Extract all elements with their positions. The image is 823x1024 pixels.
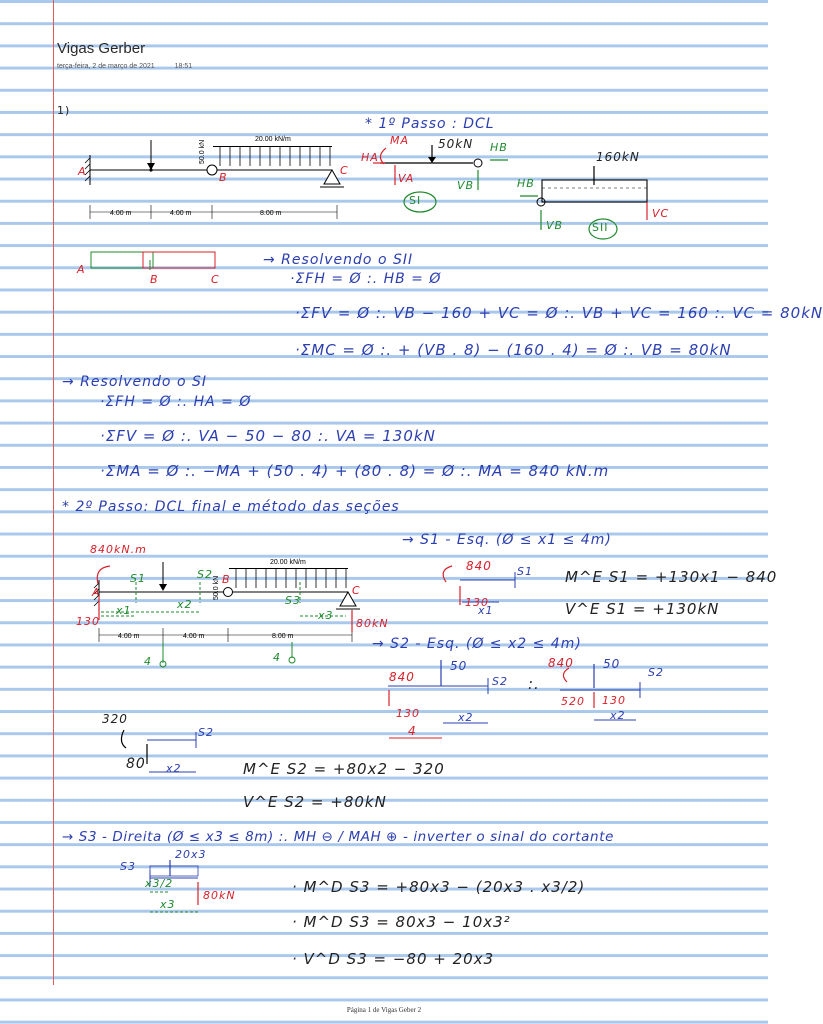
page-time: 18:51: [174, 63, 193, 70]
section2-alt-moment: 840: [548, 656, 574, 670]
section3-label: S3: [120, 860, 136, 873]
section2-alt-reaction: 130: [602, 694, 626, 707]
section1-reaction: 130: [465, 596, 489, 609]
section1-moment: 840: [466, 559, 492, 573]
solve-s2-eq2: ·ΣFV = Ø :. VB − 160 + VC = Ø :. VB + VC = 160 :. VC = 80kN: [295, 304, 823, 322]
solve-s2-heading: → Resolvendo o SII: [263, 252, 414, 268]
section3-reaction: 80kN: [203, 889, 236, 902]
dim3-label-1: 8.00 m: [260, 210, 282, 217]
diagram3-support-b: 4: [144, 655, 152, 668]
solve-s2-eq1: ·ΣFH = Ø :. HB = Ø: [290, 271, 442, 287]
section3-x: x3: [160, 898, 176, 911]
section2b-moment: 320: [102, 712, 128, 726]
section3-m-eq2: · M^D S3 = 80x3 − 10x3²: [292, 913, 511, 931]
dist-load-label-3: 20.00 kN/m: [270, 559, 306, 566]
section2-label: S2: [492, 675, 508, 688]
diagram3-support-c: 4: [273, 651, 281, 664]
diagram1-label-a: A: [78, 165, 87, 178]
section2b-v-eq: V^E S2 = +80kN: [243, 793, 387, 811]
section3-v-eq: · V^D S3 = −80 + 20x3: [292, 950, 495, 968]
section2-alt-x: x2: [610, 709, 626, 722]
step1-heading: * 1º Passo : DCL: [365, 116, 495, 132]
section1-label: S1: [517, 565, 533, 578]
diagram3-x2: x2: [177, 598, 193, 611]
dim1-label-3: 4.00 m: [118, 633, 140, 640]
diagram3-reaction-a: 130: [76, 615, 100, 628]
section1-x: x1: [478, 604, 494, 617]
dist-load-label-1: 20.00 kN/m: [255, 136, 291, 143]
section2-moment: 840: [389, 670, 415, 684]
beam-diagram-2: [91, 252, 215, 270]
section1-heading: → S1 - Esq. (Ø ≤ x1 ≤ 4m): [402, 532, 612, 548]
diagram3-s3: S3: [285, 594, 301, 607]
page-title: Vigas Gerber: [57, 40, 146, 57]
step1-hb: HB: [490, 141, 508, 154]
solve-s1-eq2: ·ΣFV = Ø :. VA − 50 − 80 :. VA = 130kN: [100, 427, 436, 445]
section1-v-eq: V^E S1 = +130kN: [565, 600, 720, 618]
diagram2-label-a: A: [77, 263, 86, 276]
section2-alt-label: S2: [648, 666, 664, 679]
diagram3-label-a: A: [92, 586, 101, 599]
diagram3-s2: S2: [197, 568, 213, 581]
section2b-x: x2: [166, 762, 182, 775]
diagram1-label-c: C: [340, 164, 349, 177]
section2-heading: → S2 - Esq. (Ø ≤ x2 ≤ 4m): [372, 636, 582, 652]
section3-m-eq1: · M^D S3 = +80x3 − (20x3 . x3/2): [292, 878, 586, 896]
step1-s2: SII: [592, 221, 609, 234]
diagram3-x1: x1: [116, 604, 132, 617]
step1-vb: VB: [457, 179, 475, 192]
dim2-label-3: 4.00 m: [183, 633, 205, 640]
section3-half: x3/2: [145, 877, 174, 890]
section1-m-eq: M^E S1 = +130x1 − 840: [565, 568, 778, 586]
step1-vb2: VB: [546, 219, 564, 232]
section2-alt-load: 50: [603, 657, 621, 671]
diagram2-label-c: C: [211, 273, 220, 286]
diagram1-label-b: B: [219, 171, 228, 184]
step1-s1: SI: [409, 194, 422, 207]
section2-load: 50: [450, 659, 468, 673]
section2b-m-eq: M^E S2 = +80x2 − 320: [243, 760, 445, 778]
point-load-label-1: 50.0 kN: [199, 139, 206, 164]
solve-s1-eq3: ·ΣMA = Ø :. −MA + (50 . 4) + (80 . 8) = Ø :. MA = 840 kN.m: [100, 462, 610, 480]
section2b-label: S2: [198, 726, 214, 739]
solve-s1-heading: → Resolvendo o SI: [62, 374, 207, 390]
section2-x: x2: [458, 711, 474, 724]
diagram2-label-b: B: [150, 273, 159, 286]
step1-hb2: HB: [517, 177, 535, 190]
problem-number: 1): [57, 104, 71, 117]
section2-dist: 4: [408, 724, 417, 738]
diagram3-moment: 840kN.m: [90, 543, 147, 556]
step1-ma: MA: [390, 134, 410, 147]
solve-s1-eq1: ·ΣFH = Ø :. HA = Ø: [100, 394, 252, 410]
section3-heading: → S3 - Direita (Ø ≤ x3 ≤ 8m) :. MH ⊖ / MAH ⊕ - inverter o sinal do cortante: [62, 829, 615, 845]
section2-reaction: 130: [396, 707, 420, 720]
section3-load: 20x3: [175, 848, 207, 861]
dim2-label-1: 4.00 m: [170, 210, 192, 217]
diagram3-reaction-c: 80kN: [356, 617, 389, 630]
solve-s2-eq3: ·ΣMC = Ø :. + (VB . 8) − (160 . 4) = Ø :. VB = 80kN: [295, 341, 732, 359]
step1-ha: HA: [361, 151, 379, 164]
step1-force160: 160kN: [596, 150, 640, 164]
diagram3-label-b: B: [222, 573, 231, 586]
section2b-reaction: 80: [126, 756, 146, 772]
dim1-label-1: 4.00 m: [110, 210, 132, 217]
dim3-label-3: 8.00 m: [272, 633, 294, 640]
diagram3-s1: S1: [130, 572, 146, 585]
step2-heading: * 2º Passo: DCL final e método das seções: [62, 499, 400, 515]
step1-vc: VC: [652, 207, 670, 220]
point-load-label-3: 50.0 kN: [213, 575, 220, 600]
step1-va: VA: [398, 172, 415, 185]
beam-diagram-1: [85, 140, 344, 219]
diagram3-x3: x3: [318, 609, 334, 622]
diagram3-label-c: C: [352, 584, 361, 597]
section2-alt-result: 520: [561, 695, 585, 708]
section2-therefore: :.: [528, 675, 540, 693]
page-date: terça-feira, 2 de março de 2021: [57, 63, 155, 70]
page-footer: Página 1 de Vigas Geber 2: [346, 1006, 422, 1014]
step1-force50: 50kN: [438, 137, 474, 151]
